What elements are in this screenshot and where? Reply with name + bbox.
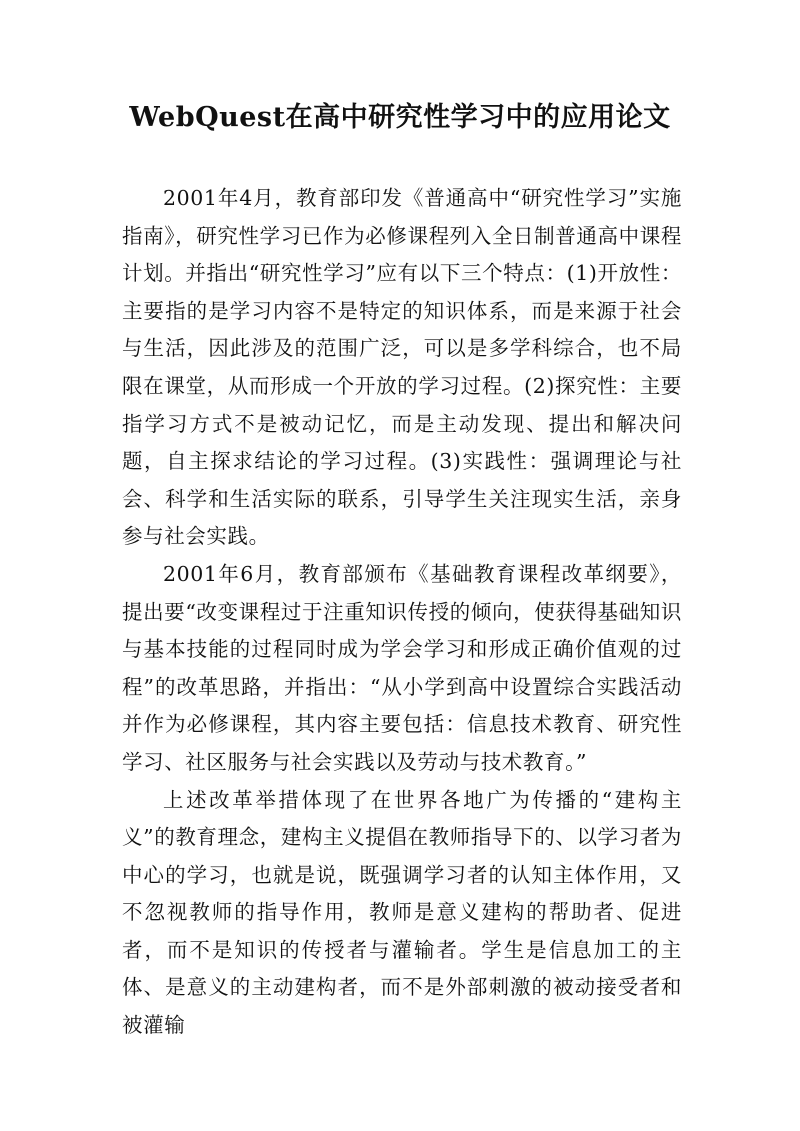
paragraph: 2001年4月，教育部印发《普通高中“研究性学习”实施指南》，研究性学习已作为必修课程列入全日制普通高中课程计划。并指出“研究性学习”应有以下三个特点：(1)开放性：主要指的是学习内容不是特定的知识体系，而是来源于社会与生活，因此涉及的范围广泛，可以是多学科综合，也不局限在课堂，从而形成一个开放的学习过程。(2)探究性：主要指学习方式不是被动记忆，而是主动发现、提出和解决问题，自主探求结论的学习过程。(3)实践性：强调理论与社会、科学和生活实际的联系，引导学生关注现实生活，亲身参与社会实践。 xyxy=(122,186,682,549)
document-body xyxy=(122,180,682,1045)
paragraph: 2001年6月，教育部颁布《基础教育课程改革纲要》，提出要“改变课程过于注重知识传授的倾向，使获得基础知识与基本技能的过程同时成为学会学习和形成正确价值观的过程”的改革思路，并指出：“从小学到高中设置综合实践活动并作为必修课程，其内容主要包括：信息技术教育、研究性学习、社区服务与社会实践以及劳动与技术教育。” xyxy=(122,561,682,774)
document-title: WebQuest在高中研究性学习中的应用论文 xyxy=(129,102,671,133)
paragraph: 上述改革举措体现了在世界各地广为传播的“建构主义”的教育理念，建构主义提倡在教师指导下的、以学习者为中心的学习，也就是说，既强调学习者的认知主体作用，又不忽视教师的指导作用，教师是意义建构的帮助者、促进者，而不是知识的传授者与灌输者。学生是信息加工的主体、是意义的主动建构者，而不是外部刺激的被动接受者和被灌输 xyxy=(122,787,682,1038)
